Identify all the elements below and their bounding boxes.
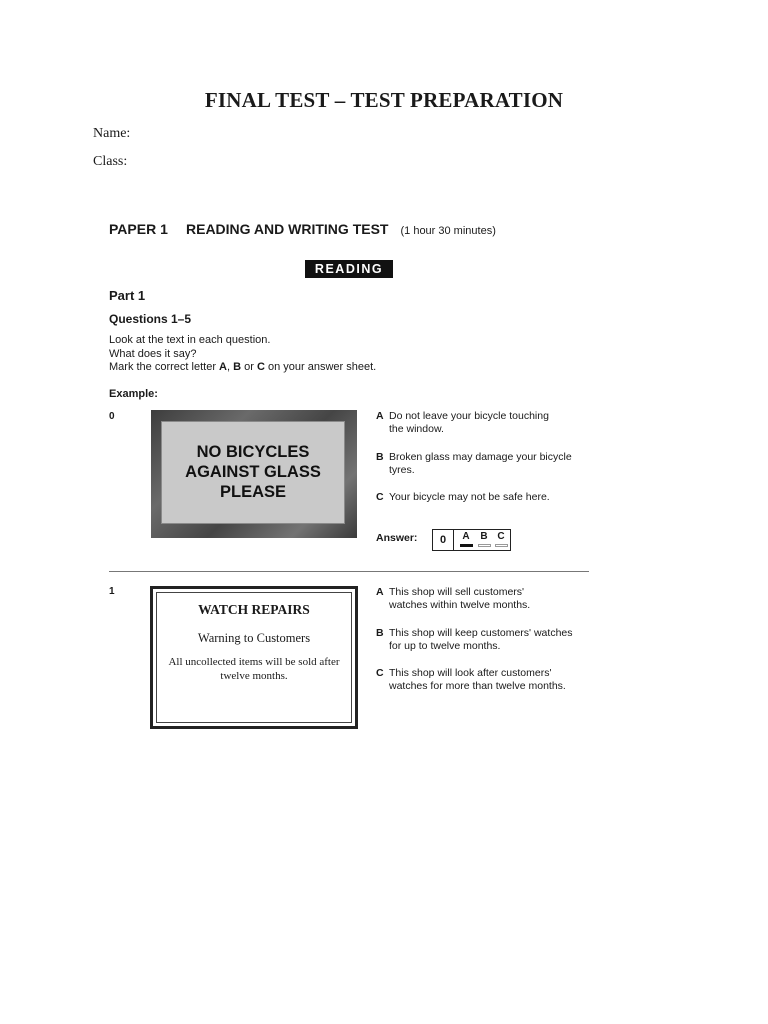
example-option-c [376, 491, 596, 504]
example-sign-photo [151, 410, 357, 538]
watch-repairs-sign [150, 586, 358, 729]
instructions [109, 334, 376, 375]
option-text: This shop will keep customers' watches [389, 627, 573, 639]
answer-row-number: 0 [433, 530, 454, 550]
option-text: the window. [389, 423, 444, 435]
option-text: Do not leave your bicycle touching [389, 410, 549, 422]
part-heading: Part 1 [109, 288, 146, 303]
sign-line: AGAINST GLASS [185, 463, 321, 481]
option-letter: A [376, 410, 384, 422]
sign-body [157, 655, 351, 683]
page-title: FINAL TEST – TEST PREPARATION [204, 88, 564, 112]
answer-letter: B [480, 531, 488, 542]
q1-option-a [376, 586, 596, 612]
option-text: This shop will sell customers' [389, 586, 525, 598]
example-option-a [376, 410, 596, 436]
questions-range: Questions 1–5 [109, 312, 192, 326]
answer-choice-c [492, 531, 510, 547]
option-text: for up to twelve months. [389, 640, 501, 652]
sign-line: NO BICYCLES [196, 443, 310, 461]
option-letter: B [376, 627, 384, 639]
answer-letter: C [497, 531, 505, 542]
option-text: tyres. [389, 464, 415, 476]
class-label: Class: [93, 154, 128, 169]
sign-body-line: All uncollected items will be sold after [168, 656, 340, 668]
option-text: watches for more than twelve months. [389, 680, 566, 692]
instruction-line: Mark the correct letter A, B or C on your answer sheet. [109, 361, 377, 373]
paper-heading [109, 221, 496, 237]
instruction-line: Look at the text in each question. [109, 334, 271, 346]
sign-body-line: twelve months. [220, 670, 288, 682]
answer-mark [478, 544, 491, 547]
option-letter: A [376, 586, 384, 598]
example-label: Example: [109, 388, 158, 400]
paper-number: PAPER 1 [109, 221, 168, 237]
name-label: Name: [93, 126, 131, 141]
example-sign-board [161, 421, 345, 524]
paper-name: READING AND WRITING TEST [186, 221, 389, 237]
instruction-line: What does it say? [109, 347, 197, 360]
answer-mark [460, 544, 473, 547]
sign-subtitle: Warning to Customers [197, 631, 311, 645]
sign-inner-frame [156, 592, 352, 723]
option-letter: C [376, 667, 384, 679]
option-text: Broken glass may damage your bicycle [389, 451, 572, 463]
question-1-number: 1 [109, 586, 115, 597]
option-text: This shop will look after customers' [389, 667, 552, 679]
section-divider [109, 571, 589, 572]
q1-option-b [376, 627, 596, 653]
example-number: 0 [109, 411, 115, 422]
option-letter: C [376, 491, 384, 503]
paper-duration: (1 hour 30 minutes) [400, 225, 496, 237]
answer-choice-a [457, 531, 475, 547]
answer-mark [495, 544, 508, 547]
q1-option-c [376, 667, 596, 693]
option-text: Your bicycle may not be safe here. [389, 491, 550, 503]
answer-sheet-box [432, 529, 511, 551]
example-sign-text [162, 442, 344, 502]
answer-label: Answer: [376, 532, 418, 544]
answer-letter: A [462, 531, 470, 542]
option-text: watches within twelve months. [389, 599, 531, 611]
example-option-b [376, 451, 596, 477]
reading-section-badge: READING [305, 260, 393, 278]
option-letter: B [376, 451, 384, 463]
sign-title: WATCH REPAIRS [198, 602, 310, 617]
answer-choice-b [475, 531, 493, 547]
sign-line: PLEASE [219, 483, 287, 501]
